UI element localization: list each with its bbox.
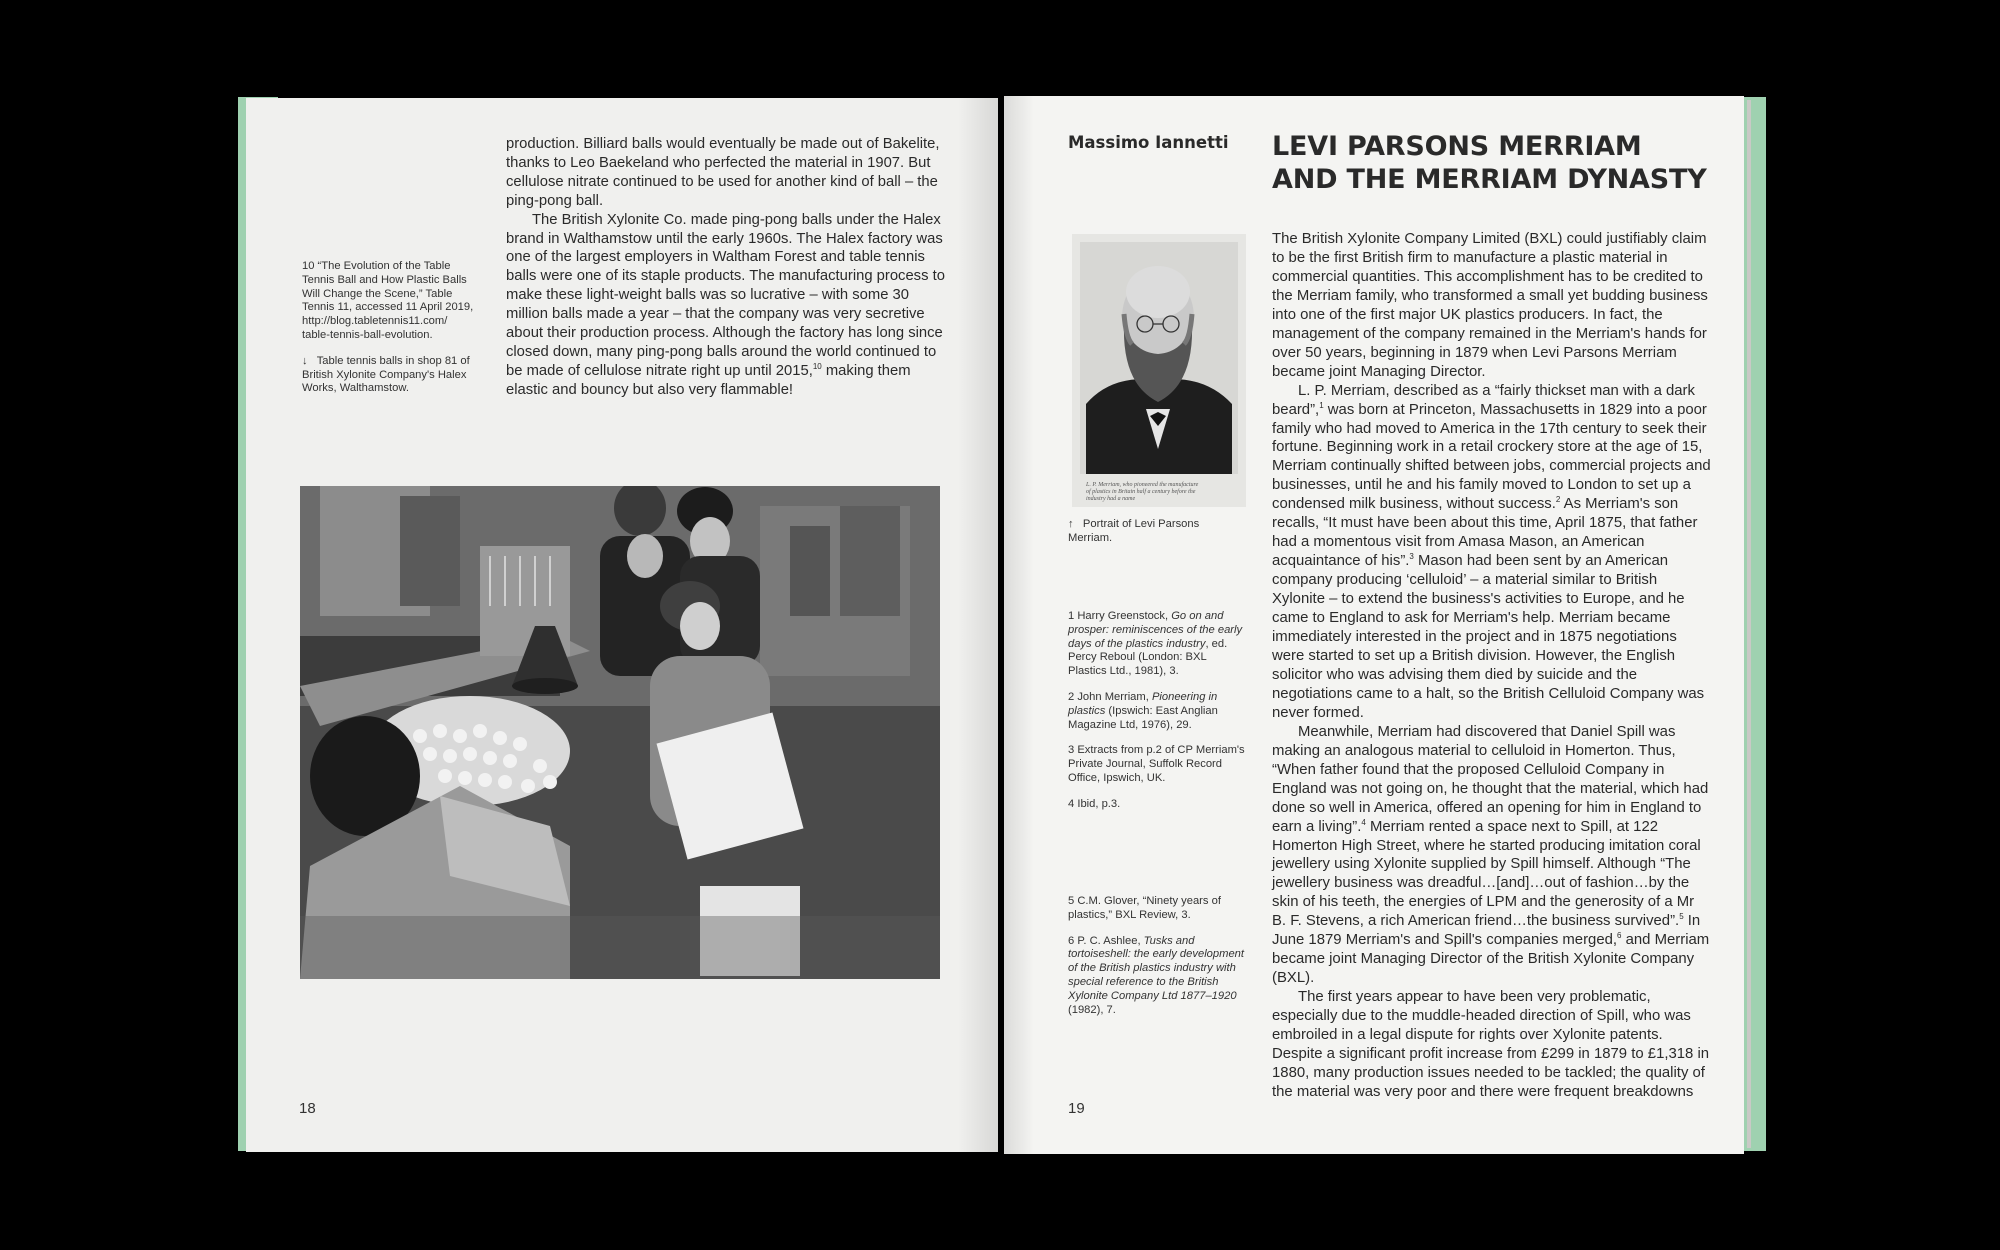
- paragraph-text: L. P. Merriam, described as a “fairly thickset man with a dark beard”,: [1272, 382, 1695, 418]
- left-body-text: [506, 135, 946, 400]
- footnote-marker: 5: [1679, 912, 1684, 922]
- note-title: Tusks and tortoiseshell: the early development of the British plastics industry with special reference to the British Xylonite Company Ltd 1877–1920: [1068, 934, 1244, 1002]
- paragraph: [1272, 723, 1712, 988]
- footnote-6: [1068, 935, 1246, 1018]
- portrait-print-caption-l1: L. P. Merriam, who pioneered the manufacture: [1086, 482, 1199, 488]
- portrait-photo: [1072, 234, 1246, 507]
- paragraph-text: Mason had been sent by an American company producing ‘celluloid’ – a material similar to British Xylonite – to extend the business's activities to Europe, and he came to England to ask for Merriam's help. Merriam became immediately interested in the project and in 1875 negotiations were started to set up a British division. However, the English solicitor who was advising them died by suicide and the negotiations came to a halt, so the British Celluloid Company was never formed.: [1272, 553, 1705, 721]
- portrait-print-caption-l3: industry had a name: [1086, 496, 1136, 502]
- portrait-print-caption-l2: of plastics in Britain half a century before the: [1086, 489, 1196, 495]
- footnote-marker: 10: [812, 361, 822, 371]
- page-number: 19: [1068, 1100, 1085, 1117]
- right-page: [1004, 96, 1744, 1154]
- paragraph-text: The British Xylonite Co. made ping-pong balls under the Halex brand in Walthamstow until the early 1960s. The Halex factory was one of the largest employers in Waltham Forest and table tennis balls were one of its staple products. The manufacturing process to make these light-weight balls was so lucrative – with some 30 million balls made a year – that the company was very secretive about their production process. Although the factory has long since closed down, many ping-pong balls around the world continued to be made of cellulose nitrate right up until 2015,: [506, 211, 945, 379]
- article-body: [1272, 230, 1712, 1102]
- paragraph-text: was born at Princeton, Massachusetts in 1829 into a poor family who had moved to America in the 17th century to seek their fortune. Beginning work in a retail crockery store at the age of 15, Merriam continually shifted between jobs, commercial projects and businesses, until he and his family moved to London to set up a condensed milk business, without success.: [1272, 401, 1711, 513]
- paragraph: The first years appear to have been very problematic, especially due to the muddle-headed direction of Spill, who was embroiled in a legal dispute for rights over Xylonite patents. Despite a significant profit increase from £299 in 1879 to £1,318 in 1880, many production issues needed to be tackled; the quality of the material was very poor and there were frequent breakdowns: [1272, 989, 1710, 1100]
- gutter-shadow: [958, 98, 998, 1152]
- paragraph-text: Merriam rented a space next to Spill, at 122 Homerton High Street, where he started producing imitation coral jewellery using Xylonite supplied by Spill himself. Although “The jewellery business was dreadful…[and]…out of fashion…by the skin of his teeth, the energies of LPM and the generosity of a Mr B. F. Stevens, a rich American friend…the business survived”.: [1272, 818, 1701, 930]
- factory-photo: [300, 486, 940, 979]
- footnote-2: [1068, 691, 1246, 732]
- footnote-marker: 2: [1555, 495, 1561, 505]
- photo-caption-text: Table tennis balls in shop 81 of British Xylonite Company's Halex Works, Walthamstow.: [302, 354, 470, 395]
- portrait-caption-text: Portrait of Levi Parsons Merriam.: [1068, 518, 1200, 544]
- note-text: (1982), 7.: [1068, 1003, 1116, 1016]
- footnote-marker: 4: [1361, 817, 1366, 827]
- portrait-caption: [1068, 518, 1243, 546]
- photo-caption: [302, 355, 478, 396]
- left-sidenotes: [302, 260, 478, 408]
- paragraph-text: Meanwhile, Merriam had discovered that Daniel Spill was making an analogous material to celluloid in Homerton. Thus, “When father found that the proposed Celluloid Company in England was not going on, he thought that the material, which had done so well in America, offered an opening for him in England to earn a living”.: [1272, 723, 1709, 835]
- article-title: LEVI PARSONS MERRIAM AND THE MERRIAM DYNASTY: [1272, 131, 1707, 195]
- note-text: 2 John Merriam,: [1068, 690, 1152, 703]
- arrow-up-icon: ↑: [1068, 518, 1074, 530]
- paragraph: [506, 211, 946, 400]
- paragraph: [1272, 382, 1712, 723]
- left-page: [246, 98, 998, 1152]
- note-text: 1 Harry Greenstock,: [1068, 610, 1172, 622]
- footnote-4: 4 Ibid, p.3.: [1068, 797, 1121, 810]
- footnote-10: 10 “The Evolution of the Table Tennis Ball and How Plastic Balls Will Change the Scene,” Table Tennis 11, accessed 11 April 2019, http://blog.tabletennis11.com/ table-tennis-ball-evolution.: [302, 260, 474, 341]
- footnotes-1-4: [1068, 610, 1246, 824]
- paragraph-text: In June 1879 Merriam's and Spill's companies merged,: [1272, 913, 1701, 949]
- paragraph-text: and Merriam became joint Managing Director of the British Xylonite Company (BXL).: [1272, 932, 1710, 987]
- paragraph: The British Xylonite Company Limited (BXL) could justifiably claim to be the first British firm to manufacture a plastic material in commercial quantities. This accomplishment has to be credited to the Merriam family, who transformed a small yet budding business into one of the first major UK plastics producers. In fact, the management of the company remained in the Merriam's hands for over 50 years, beginning in 1879 when Levi Parsons Merriam became joint Managing Director.: [1272, 231, 1708, 380]
- page-block-edge: [1747, 100, 1751, 1148]
- note-text: (Ipswich: East Anglian Magazine Ltd, 1976), 29.: [1068, 704, 1218, 731]
- author-name: Massimo Iannetti: [1068, 133, 1229, 152]
- footnotes-5-6: [1068, 895, 1246, 1029]
- footnote-1: [1068, 610, 1246, 679]
- footnote-3: 3 Extracts from p.2 of CP Merriam's Private Journal, Suffolk Record Office, Ipswich, UK.: [1068, 744, 1245, 784]
- page-number: 18: [299, 1100, 316, 1117]
- footnote-5: 5 C.M. Glover, “Ninety years of plastics,” BXL Review, 3.: [1068, 895, 1221, 921]
- footnote-marker: 6: [1617, 931, 1622, 941]
- note-text: 6 P. C. Ashlee,: [1068, 934, 1144, 947]
- note-title: Pioneering in plastics: [1068, 690, 1218, 717]
- note-text: , ed. Percy Reboul (London: BXL Plastics Ltd., 1981), 3.: [1068, 637, 1228, 678]
- footnote-marker: 3: [1409, 552, 1414, 562]
- arrow-down-icon: ↓: [302, 354, 308, 367]
- paragraph: production. Billiard balls would eventually be made out of Bakelite, thanks to Leo Baekeland who perfected the material in 1907. But cellulose nitrate continued to be used for another kind of ball – the ping-pong ball.: [506, 136, 940, 209]
- gutter-shadow: [1004, 96, 1034, 1154]
- paragraph-text: making them elastic and bouncy but also very flammable!: [506, 362, 911, 398]
- note-title: Go on and prosper: reminiscences of the early days of the plastics industry: [1068, 610, 1243, 650]
- footnote-marker: 1: [1319, 400, 1324, 410]
- paragraph-text: As Merriam's son recalls, “It must have been about this time, April 1875, that father had a momentous visit from Amasa Mason, an American acquaintance of his”.: [1272, 496, 1698, 570]
